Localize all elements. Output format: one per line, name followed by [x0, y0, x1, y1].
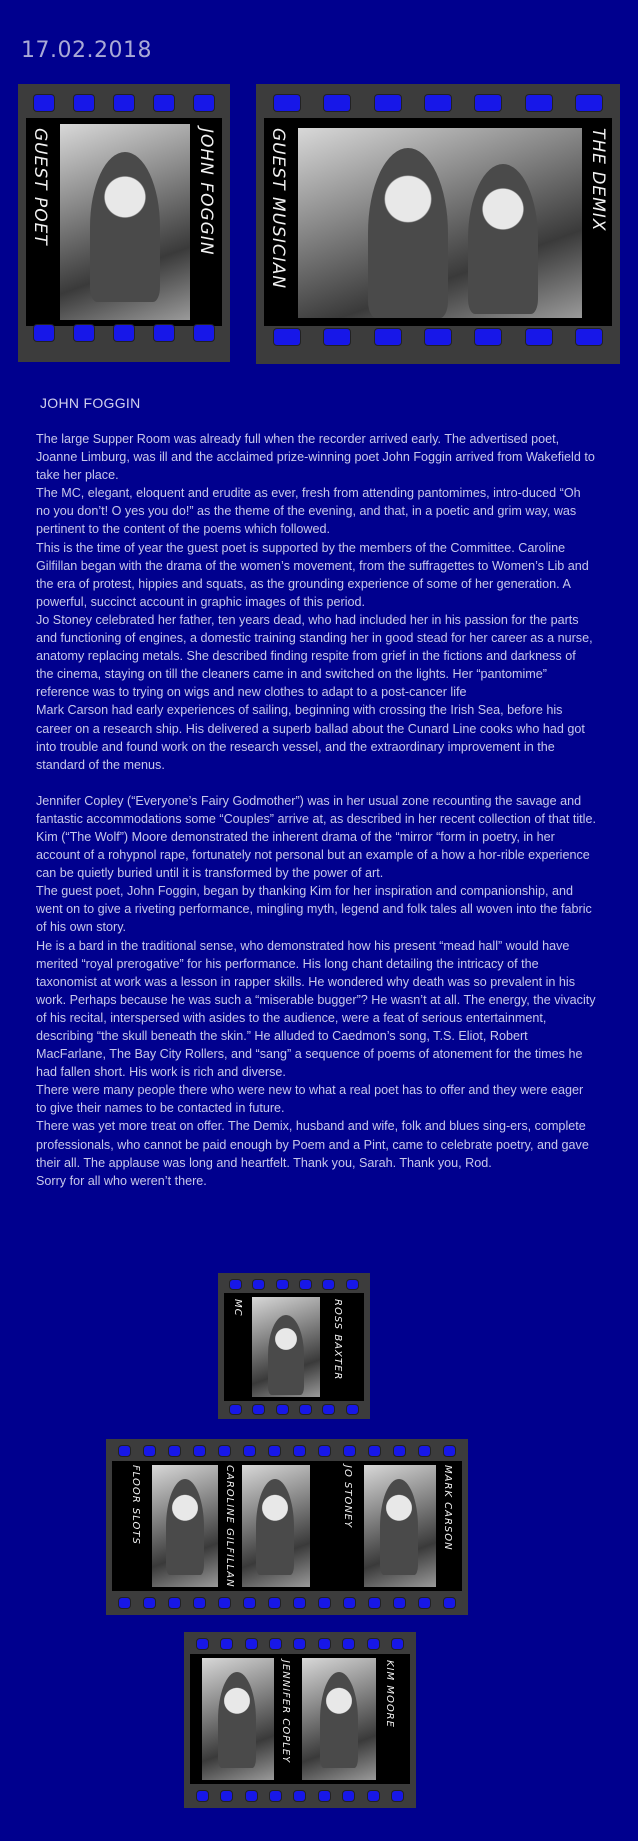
article-paragraph: The MC, elegant, eloquent and erudite as ever, fresh from attending pantomimes, intro-duced “Oh no you don’t! O yes you do!” as the theme of the evening, and that, in a poetic and grim way, was pertinent to the content of the poems which followed. — [36, 486, 581, 537]
film-strip-floor-slots — [106, 1439, 468, 1615]
label-the-demix: THE DEMIX — [588, 128, 608, 232]
sprocket-row-bottom — [256, 328, 620, 346]
label-caroline-gilfillan: CAROLINE GILFILLAN — [224, 1465, 235, 1588]
article-paragraph: Jo Stoney celebrated her father, ten years dead, who had included her in his passion for the parts and functioning of engines, a domestic training standing her in good stead for her career as a nurse, anatomy replacing metals. She described finding respite from grief in the fictions and darkness of the cinema, staying on till the cleaners came in and switched on the lights. Her “pantomime” reference was to trying on wigs and new clothes to adapt to a post-cancer life — [36, 612, 593, 700]
label-guest-poet: GUEST POET — [30, 128, 50, 246]
article-paragraph: The guest poet, John Foggin, began by thanking Kim for her inspiration and companionship, and went on to give a riveting performance, mingling myth, legend and folk tales all woven into the fabric of his own story. — [36, 884, 592, 935]
sprocket-row-top — [184, 1638, 416, 1650]
photo-caroline-gilfillan — [152, 1465, 218, 1587]
article-paragraph: He is a bard in the traditional sense, who demonstrated how his present “mead hall” would have merited “royal prerogative” for his performance. His long chant detailing the intricacy of the taxonomist at work was a lesson in rapper skills. He wondered why death was so prevalent in his work. Perhaps because he was such a “miserable bugger”? He wasn’t at all. The energy, the vivacity of his recital, interspersed with asides to the audience, were a feat of serious entertainment, describing “the skull beneath the skin.” He alluded to Caedmon’s song, T.S. Eliot, Robert MacFarlane, The Bay City Rollers, and “sang” a sequence of poems of atonement for the times he had fallen short. His work is rich and diverse. — [36, 938, 596, 1080]
sprocket-row-top — [18, 94, 230, 112]
article-body — [36, 430, 596, 1190]
film-strip-guest-poet — [18, 84, 230, 362]
label-guest-musician: GUEST MUSICIAN — [268, 128, 288, 290]
label-mark-carson: MARK CARSON — [442, 1465, 453, 1551]
label-jo-stoney: JO STONEY — [342, 1465, 353, 1529]
article-paragraph: Sorry for all who weren’t there. — [36, 1173, 207, 1188]
article-paragraph: There was yet more treat on offer. The Demix, husband and wife, folk and blues sing-ers, complete professionals, who cannot be paid enough by Poem and a Pint, came to celebrate poetry, and gave their all. The applause was long and heartfelt. Thank you, Sarah. Thank you, Rod. — [36, 1119, 589, 1170]
article-paragraph: There were many people there who were new to what a real poet has to offer and they were eager to give their names to be contacted in future. — [36, 1083, 584, 1116]
article-paragraph: Kim (“The Wolf”) Moore demonstrated the inherent drama of the “mirror “form in poetry, in her account of a rohypnol rape, fortunately not personal but an example of a how a hor-rible experience can be quietly buried until it is transformed by the power of art. — [36, 829, 590, 881]
article-paragraph: Mark Carson had early experiences of sailing, beginning with crossing the Irish Sea, before his career on a research ship. His delivered a superb ballad about the Cunard Line cooks who had got into trouble and found work on the research vessel, and the extraordinary improvement in the standard of the menus. — [36, 703, 585, 772]
photo-kim-moore — [302, 1658, 376, 1780]
article-heading: JOHN FOGGIN — [40, 395, 141, 411]
photo-john-foggin — [60, 124, 190, 320]
label-jennifer-copley: JENNIFER COPLEY — [280, 1660, 291, 1764]
photo-jennifer-copley — [202, 1658, 274, 1780]
film-strip-guest-musician — [256, 84, 620, 364]
photo-ross-baxter — [252, 1297, 320, 1397]
sprocket-row-bottom — [18, 324, 230, 342]
article-paragraph: Jennifer Copley (“Everyone’s Fairy Godmother”) was in her usual zone recounting the savage and fantastic accommodations some “Couples” arrive at, as described in her recent collection of that title. — [36, 793, 596, 826]
article-paragraph: This is the time of year the guest poet is supported by the members of the Committee. Caroline Gilfillan began with the drama of the women’s movement, from the suffragettes to Women’s Lib and the era of protest, hippies and squats, as the grounding experience of some of her generation. A powerful, succinct account in graphic images of this period. — [36, 540, 589, 609]
label-mc: MC — [232, 1299, 243, 1317]
sprocket-row-bottom — [106, 1597, 468, 1609]
label-floor-slots: FLOOR SLOTS — [130, 1465, 141, 1545]
photo-mark-carson — [364, 1465, 436, 1587]
sprocket-row-bottom — [218, 1404, 370, 1415]
photo-jo-stoney — [242, 1465, 310, 1587]
sprocket-row-top — [218, 1279, 370, 1290]
film-strip-mc — [218, 1273, 370, 1419]
article-paragraph: The large Supper Room was already full when the recorder arrived early. The advertised poet, Joanne Limburg, was ill and the acclaimed prize-winning poet John Foggin arrived from Wakefield to take her place. — [36, 432, 595, 483]
label-ross-baxter: ROSS BAXTER — [332, 1299, 343, 1381]
sprocket-row-bottom — [184, 1790, 416, 1802]
label-john-foggin: JOHN FOGGIN — [196, 128, 216, 256]
photo-the-demix — [298, 128, 582, 318]
label-kim-moore: KIM MOORE — [384, 1660, 395, 1728]
sprocket-row-top — [256, 94, 620, 112]
film-strip-copley-moore — [184, 1632, 416, 1808]
date-heading: 17.02.2018 — [21, 38, 152, 63]
sprocket-row-top — [106, 1445, 468, 1457]
